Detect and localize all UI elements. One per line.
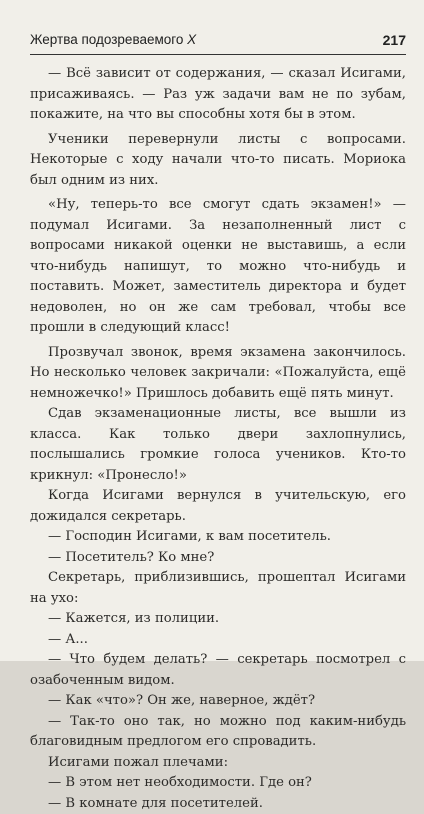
dialogue-line: — Как «что»? Он же, наверное, ждёт?: [30, 691, 406, 712]
book-title: [30, 32, 196, 47]
dialogue-line: — Кажется, из полиции.: [30, 609, 406, 630]
dialogue-line: — А...: [30, 630, 406, 651]
dialogue-line: — Господин Исигами, к вам посетитель.: [30, 527, 406, 548]
paragraph: Ученики перевернули листы с вопросами. Некоторые с ходу начали что-то писать. Мориока был одним из них.: [30, 130, 406, 192]
header-rule: [30, 54, 406, 55]
dialogue-line: — Что будем делать? — секретарь посмотрел с озабоченным видом.: [30, 650, 406, 691]
paragraph: Сдав экзаменационные листы, все вышли из класса. Как только двери захлопнулись, послышались громкие голоса учеников. Кто-то крикнул: «Пронесло!»: [30, 404, 406, 486]
book-title-x: Х: [187, 32, 196, 47]
paragraph: Прозвучал звонок, время экзамена закончилось. Но несколько человек закричали: «Пожалуйста, ещё немножечко!» Пришлось добавить ещё пять минут.: [30, 343, 406, 405]
paragraph: «Ну, теперь-то все смогут сдать экзамен!» — подумал Исигами. За незаполненный лист с вопросами никакой оценки не выставишь, а если что-нибудь напишут, то можно что-нибудь и поставить. Может, заместитель директора и будет недоволен, но он же сам требовал, чтобы все прошли в следующий класс!: [30, 195, 406, 339]
paragraph: Секретарь, приблизившись, прошептал Исигами на ухо:: [30, 568, 406, 609]
page-body: [30, 64, 406, 814]
paragraph: Исигами пожал плечами:: [30, 753, 406, 774]
dialogue-line: — В комнате для посетителей.: [30, 794, 406, 814]
page-number: 217: [383, 32, 406, 48]
paragraph: Когда Исигами вернулся в учительскую, его дожидался секретарь.: [30, 486, 406, 527]
dialogue-line: — В этом нет необходимости. Где он?: [30, 773, 406, 794]
dialogue-line: — Посетитель? Ко мне?: [30, 548, 406, 569]
paragraph: — Всё зависит от содержания, — сказал Исигами, присаживаясь. — Раз уж задачи вам не по зубам, покажите, на что вы способны хотя бы в этом.: [30, 64, 406, 126]
running-header: [30, 32, 406, 50]
dialogue-line: — Так-то оно так, но можно под каким-нибудь благовидным предлогом его спровадить.: [30, 712, 406, 753]
book-title-text: Жертва подозреваемого: [30, 32, 187, 47]
